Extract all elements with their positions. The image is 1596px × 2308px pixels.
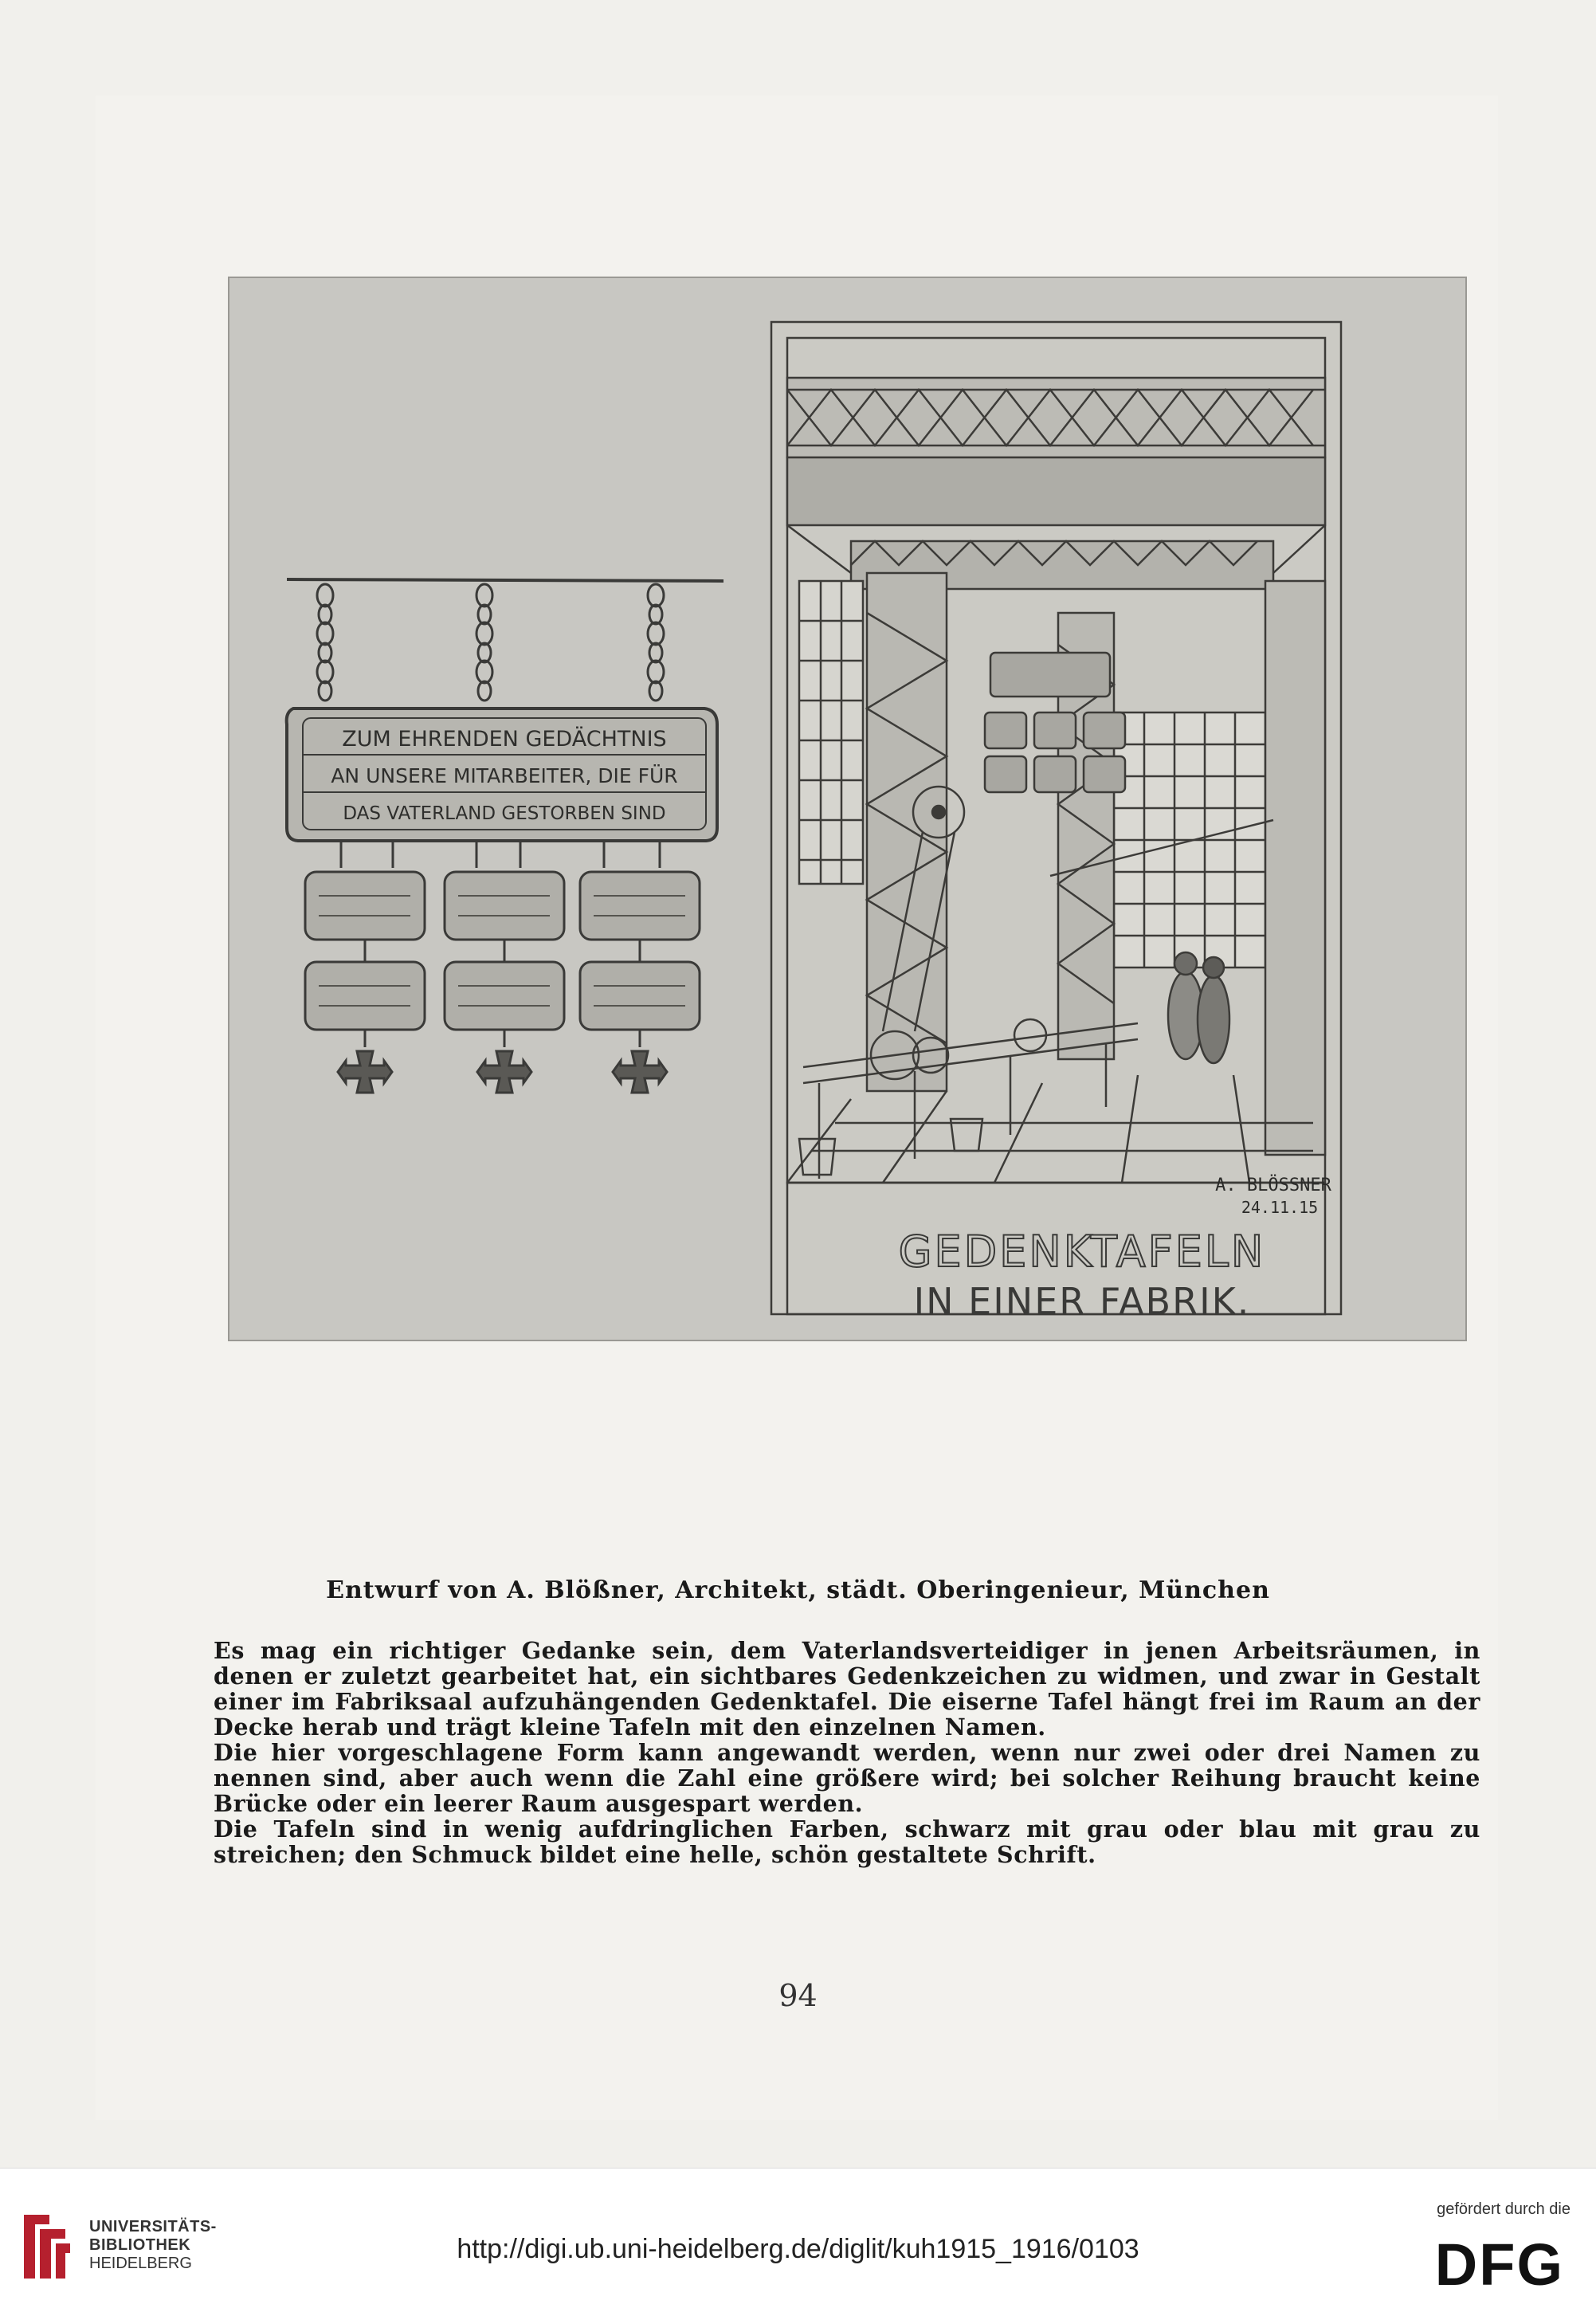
body-text: [214, 1638, 1480, 1867]
iron-cross-icon: [338, 1051, 667, 1093]
paragraph-2: Die hier vorgeschlagene Form kann angewandt werden, wenn nur zwei oder drei Namen zu nennen sind, aber auch wenn die Zahl eine größere wird; bei solcher Reihung braucht keine Brücke oder ein leerer Raum ausgespart werden.: [214, 1739, 1480, 1817]
library-name-line-2: BIBLIOTHEK: [89, 2236, 191, 2254]
plaque-line-1: ZUM EHRENDEN GEDÄCHTNIS: [342, 727, 667, 752]
chain-right: [648, 584, 664, 701]
library-name-line-3: HEIDELBERG: [89, 2255, 192, 2272]
artist-signature: A. BLÖSSNER: [1215, 1176, 1331, 1195]
illustration-drawing: [229, 278, 1469, 1343]
footer-bar: [0, 2168, 1596, 2308]
dfg-logo: DFG: [1434, 2231, 1564, 2298]
chain-left: [317, 584, 333, 701]
page-number: 94: [778, 1978, 818, 2013]
signature-date: 24.11.15: [1241, 1198, 1319, 1217]
paragraph-3: Die Tafeln sind in wenig aufdringlichen Farben, schwarz mit grau oder blau mit grau zu streichen; den Schmuck bildet eine helle, schön gestaltete Schrift.: [214, 1815, 1480, 1868]
paragraph-1: Es mag ein richtiger Gedanke sein, dem Vaterlandsverteidiger in jenen Arbeitsräumen, in denen er zuletzt gearbeitet hat, ein sichtbares Gedenkzeichen zu widmen, und zwar in Gestalt einer im Fabriksaal aufzuhängenden Gedenktafel. Die eiserne Tafel hängt frei im Raum an der Decke herab und trägt kleine Tafeln mit den einzelnen Namen.: [214, 1637, 1480, 1741]
scene-title-line-1: GEDENKTAFELN: [898, 1227, 1266, 1277]
illustration-plate: [228, 277, 1467, 1341]
funding-label: gefördert durch die: [1437, 2200, 1571, 2218]
library-name-line-1: UNIVERSITÄTS-: [89, 2218, 217, 2235]
plaque-line-3: DAS VATERLAND GESTORBEN SIND: [343, 803, 666, 824]
source-url-link[interactable]: http://digi.ub.uni-heidelberg.de/diglit/kuh1915_1916/0103: [457, 2234, 1139, 2264]
chain-middle: [476, 584, 492, 701]
figure-caption: Entwurf von A. Blößner, Architekt, städt. Oberingenieur, München: [326, 1576, 1270, 1604]
scene-title-line-2: IN EINER FABRIK.: [913, 1280, 1251, 1323]
plaque-line-2: AN UNSERE MITARBEITER, DIE FÜR: [331, 764, 678, 787]
